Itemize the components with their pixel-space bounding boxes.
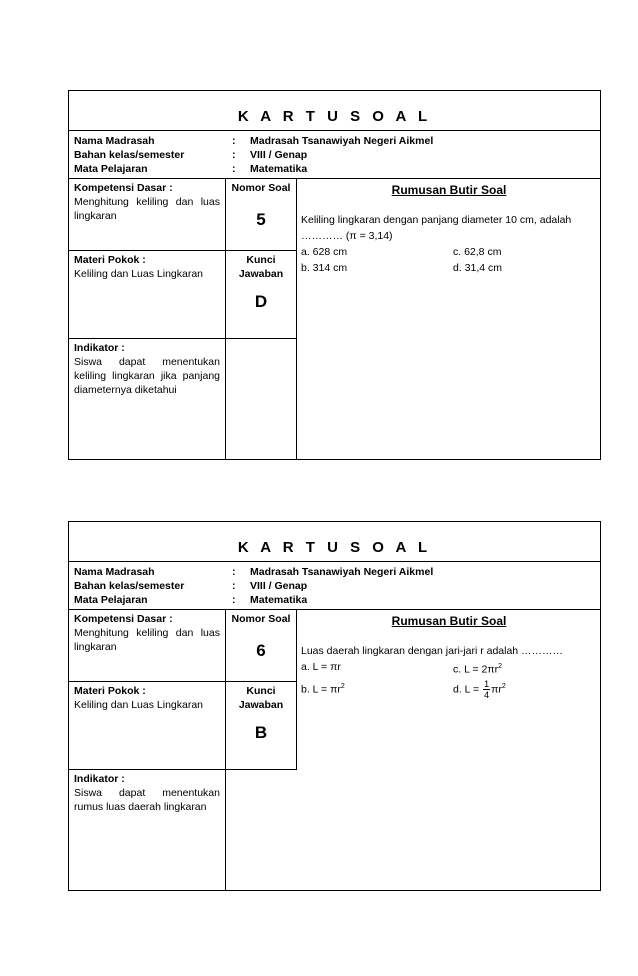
- materi-label: Materi Pokok :: [74, 254, 146, 266]
- indikator-cell: [74, 772, 220, 814]
- info-value: Madrasah Tsanawiyah Negeri Aikmel: [250, 566, 434, 578]
- info-bahan-kelas: [69, 148, 600, 162]
- info-label: Bahan kelas/semester: [74, 149, 185, 161]
- options-row-1: [301, 244, 597, 260]
- option-a: a. 628 cm: [301, 246, 348, 258]
- kompetensi-cell: [74, 612, 220, 654]
- card-title-row: [69, 91, 600, 131]
- nomor-soal-value: 6: [256, 641, 266, 660]
- kompetensi-label: Kompetensi Dasar :: [74, 182, 173, 194]
- info-colon: :: [232, 580, 236, 592]
- info-label: Nama Madrasah: [74, 566, 155, 578]
- info-value: Matematika: [250, 594, 308, 606]
- option-d: d. 31,4 cm: [453, 262, 503, 274]
- kunci-jawaban-cell: [226, 253, 296, 309]
- info-value: Matematika: [250, 163, 308, 175]
- divider-horizontal: [69, 769, 296, 770]
- option-d: [453, 675, 506, 702]
- jawaban-label: Jawaban: [238, 699, 284, 711]
- jawaban-label: Jawaban: [238, 268, 284, 280]
- info-mata-pelajaran: [69, 593, 600, 607]
- option-b-text: b. L = πr: [301, 683, 341, 696]
- fraction-denominator: 4: [484, 690, 490, 701]
- options-row-2: [301, 260, 597, 276]
- kunci-jawaban-cell: [226, 684, 296, 740]
- divider-horizontal: [69, 338, 296, 339]
- kunci-jawaban-value: D: [254, 292, 268, 311]
- option-d-exponent: 2: [501, 683, 506, 690]
- nomor-soal-label: Nomor Soal: [231, 182, 291, 194]
- info-nama-madrasah: [69, 565, 600, 579]
- fraction-numerator: 1: [484, 679, 490, 690]
- question-text: Keliling lingkaran dengan panjang diameter 10 cm, adalah ………… (π = 3,14): [301, 214, 572, 242]
- question-text: Luas daerah lingkaran dengan jari-jari r adalah …………: [301, 645, 564, 657]
- indikator-label: Indikator :: [74, 773, 125, 785]
- info-label: Nama Madrasah: [74, 135, 155, 147]
- rumusan-cell: [301, 613, 597, 699]
- materi-text: Keliling dan Luas Lingkaran: [74, 268, 204, 280]
- indikator-text: Siswa dapat menentukan keliling lingkaran jika panjang diameternya diketahui: [74, 356, 220, 396]
- nomor-soal-cell: [226, 612, 296, 658]
- info-colon: :: [232, 135, 236, 147]
- materi-text: Keliling dan Luas Lingkaran: [74, 699, 204, 711]
- option-b: [301, 675, 345, 702]
- info-value: VIII / Genap: [250, 580, 308, 592]
- options-row-1: [301, 659, 597, 675]
- card-title: K A R T U S O A L: [237, 539, 432, 556]
- materi-label: Materi Pokok :: [74, 685, 146, 697]
- option-b: b. 314 cm: [301, 262, 348, 274]
- options-row-2: [301, 675, 597, 699]
- indikator-text: Siswa dapat menentukan rumus luas daerah lingkaran: [74, 787, 220, 813]
- divider-vertical: [296, 610, 297, 770]
- info-row: [69, 562, 600, 610]
- info-bahan-kelas: [69, 579, 600, 593]
- option-d-fraction: [483, 679, 490, 700]
- indikator-cell: [74, 341, 220, 397]
- kunci-jawaban-value: B: [254, 723, 268, 742]
- rumusan-cell: [301, 182, 597, 276]
- materi-cell: [74, 253, 220, 281]
- rumusan-title: Rumusan Butir Soal: [391, 183, 507, 197]
- info-value: Madrasah Tsanawiyah Negeri Aikmel: [250, 135, 434, 147]
- info-mata-pelajaran: [69, 162, 600, 176]
- card-title-row: [69, 522, 600, 562]
- divider-horizontal: [69, 681, 296, 682]
- kompetensi-label: Kompetensi Dasar :: [74, 613, 173, 625]
- info-colon: :: [232, 163, 236, 175]
- option-c-text: c. L = 2πr: [453, 663, 499, 676]
- nomor-soal-value: 5: [256, 210, 266, 229]
- kunci-label: Kunci: [246, 685, 276, 697]
- option-b-exponent: 2: [340, 683, 345, 690]
- option-c: c. 62,8 cm: [453, 246, 502, 258]
- nomor-soal-cell: [226, 181, 296, 227]
- kunci-label: Kunci: [246, 254, 276, 266]
- option-d-suffix: πr: [491, 683, 502, 696]
- divider-horizontal: [69, 250, 296, 251]
- option-c-exponent: 2: [498, 663, 502, 670]
- kompetensi-cell: [74, 181, 220, 223]
- option-a: a. L = πr: [301, 661, 341, 673]
- info-label: Bahan kelas/semester: [74, 580, 185, 592]
- info-colon: :: [232, 149, 236, 161]
- info-label: Mata Pelajaran: [74, 163, 148, 175]
- rumusan-title: Rumusan Butir Soal: [391, 614, 507, 628]
- nomor-soal-label: Nomor Soal: [231, 613, 291, 625]
- kartu-soal-card-5: [68, 90, 601, 460]
- card-title: K A R T U S O A L: [237, 108, 432, 125]
- info-nama-madrasah: [69, 134, 600, 148]
- info-value: VIII / Genap: [250, 149, 308, 161]
- info-label: Mata Pelajaran: [74, 594, 148, 606]
- kompetensi-text: Menghitung keliling dan luas lingkaran: [74, 196, 220, 222]
- info-colon: :: [232, 566, 236, 578]
- materi-cell: [74, 684, 220, 712]
- info-colon: :: [232, 594, 236, 606]
- divider-vertical: [296, 179, 297, 459]
- kompetensi-text: Menghitung keliling dan luas lingkaran: [74, 627, 220, 653]
- option-d-text: d. L =: [453, 683, 480, 696]
- indikator-label: Indikator :: [74, 342, 125, 354]
- kartu-soal-card-6: [68, 521, 601, 891]
- info-row: [69, 131, 600, 179]
